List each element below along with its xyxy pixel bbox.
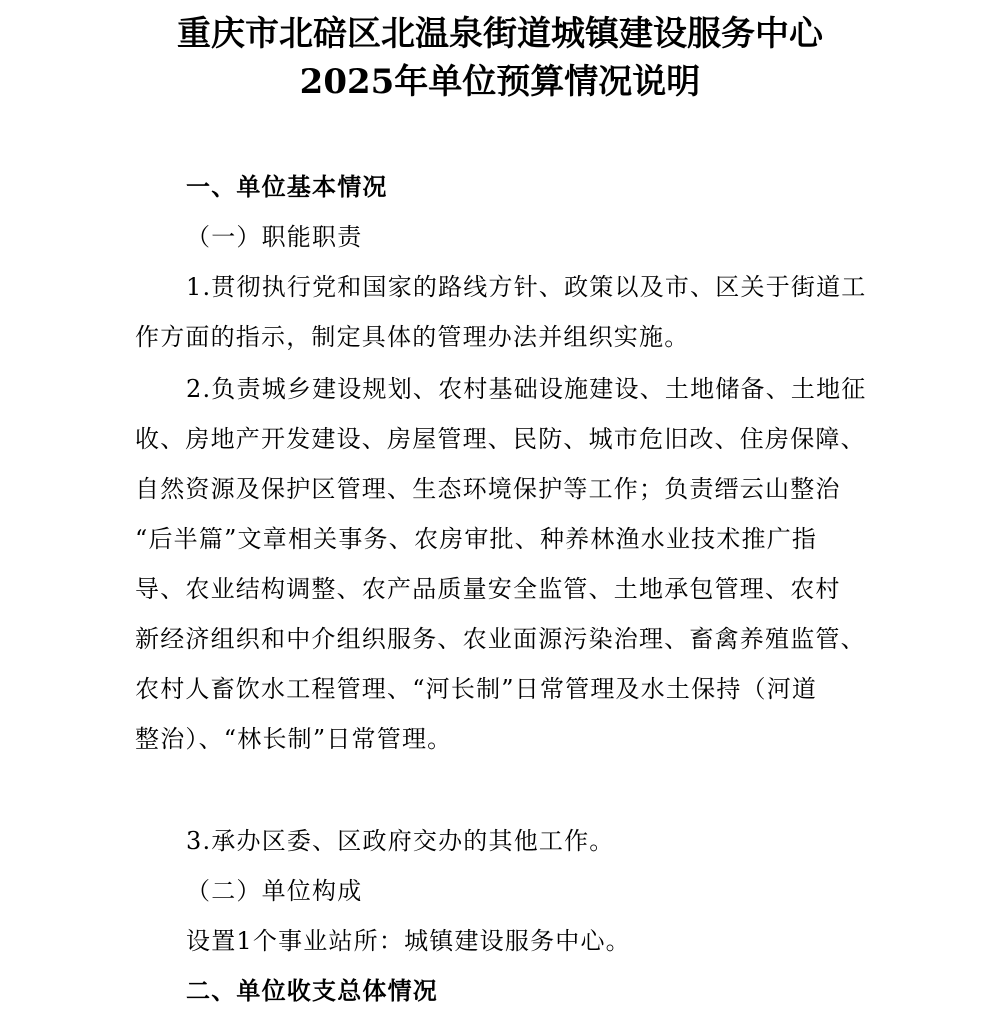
item-1-line-1: 1.贯彻执行党和国家的路线方针、政策以及市、区关于街道工: [186, 273, 867, 301]
document-title-line-2: 2025年单位预算情况说明: [299, 62, 701, 102]
item-2-line-7: 农村人畜饮水工程管理、“河长制”日常管理及水土保持（河道: [135, 675, 818, 703]
document-title-line-1: 重庆市北碚区北温泉街道城镇建设服务中心: [177, 14, 823, 54]
subsection-heading-duties: （一）职能职责: [186, 223, 363, 251]
subsection-heading-composition: （二）单位构成: [186, 877, 363, 905]
item-2-line-2: 收、房地产开发建设、房屋管理、民防、城市危旧改、住房保障、: [135, 425, 866, 453]
section-heading-basic-info: 一、单位基本情况: [186, 172, 388, 201]
item-3: 3.承办区委、区政府交办的其他工作。: [186, 827, 615, 855]
item-2-line-1: 2.负责城乡建设规划、农村基础设施建设、土地储备、土地征: [186, 375, 867, 403]
composition-text: 设置1个事业站所：城镇建设服务中心。: [186, 927, 631, 955]
item-1-line-2: 作方面的指示，制定具体的管理办法并组织实施。: [135, 323, 690, 351]
item-2-line-3: 自然资源及保护区管理、生态环境保护等工作；负责缙云山整治: [135, 475, 841, 503]
item-2-line-8: 整治）、“林长制”日常管理。: [135, 725, 453, 753]
item-2-line-5: 导、农业结构调整、农产品质量安全监管、土地承包管理、农村: [135, 575, 841, 603]
item-2-line-4: “后半篇”文章相关事务、农房审批、种养林渔水业技术推广指: [135, 525, 818, 553]
section-heading-revenue-expenditure: 二、单位收支总体情况: [186, 976, 438, 1005]
item-2-line-6: 新经济组织和中介组织服务、农业面源污染治理、畜禽养殖监管、: [135, 625, 866, 653]
